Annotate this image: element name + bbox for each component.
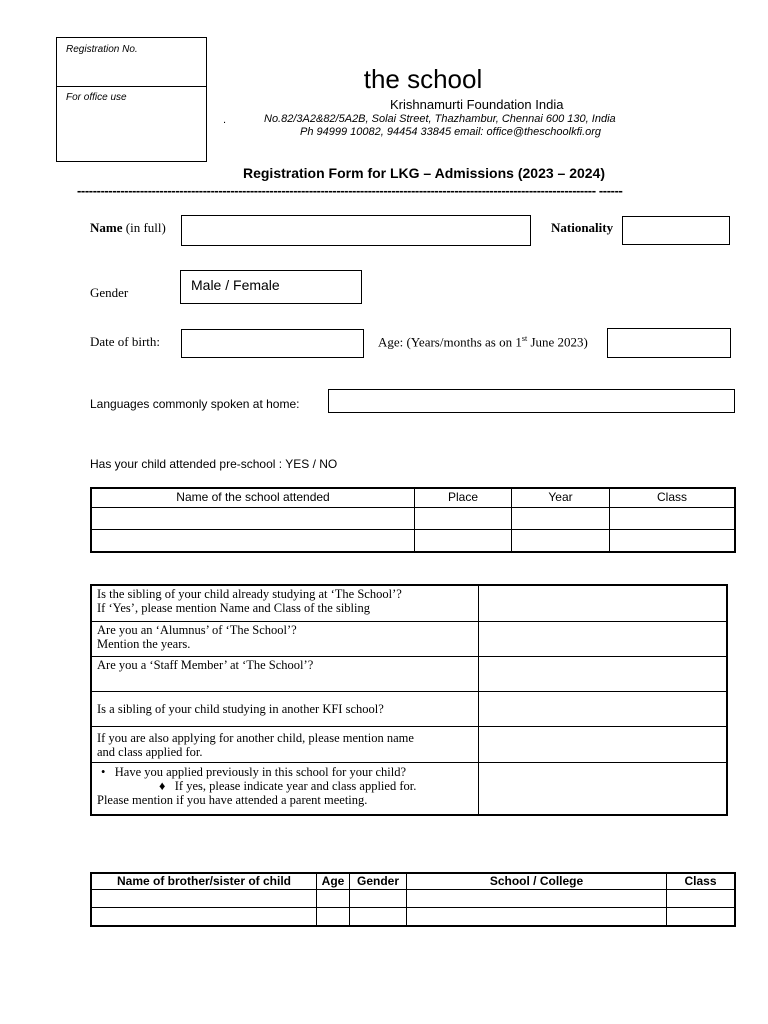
foundation-name: Krishnamurti Foundation India [390, 97, 564, 112]
col-gender: Gender [350, 873, 407, 890]
question-text: If yes, please indicate year and class applied for. [174, 779, 417, 793]
applied-line-3: Please mention if you have attended a parent meeting. [97, 793, 368, 807]
question-text: If you are also applying for another child, please mention name [97, 730, 414, 745]
sibling-name-cell[interactable] [91, 890, 317, 908]
age-label-sup: st [521, 334, 528, 343]
year-cell[interactable] [512, 530, 610, 553]
questions-table [90, 584, 728, 816]
sibling-class-cell[interactable] [667, 908, 736, 927]
table-row [91, 890, 735, 908]
applied-line-1 [97, 765, 473, 779]
question-text: If ‘Yes’, please mention Name and Class of the sibling [97, 601, 370, 615]
question-text: Is a sibling of your child studying in another KFI school? [97, 702, 384, 716]
place-cell[interactable] [415, 508, 512, 530]
age-label [378, 334, 588, 350]
sibling-table [90, 872, 736, 927]
col-sibling-class: Class [667, 873, 736, 890]
answer-applied-previously[interactable] [479, 763, 728, 816]
name-label-bold: Name [90, 220, 123, 235]
table-row [91, 530, 735, 553]
year-cell[interactable] [512, 508, 610, 530]
age-input[interactable] [607, 328, 731, 358]
question-row [91, 622, 727, 657]
place-cell[interactable] [415, 530, 512, 553]
answer-another-child[interactable] [479, 727, 728, 763]
answer-kfi-sibling[interactable] [479, 692, 728, 727]
question-row [91, 657, 727, 692]
question-row [91, 692, 727, 727]
form-title: Registration Form for LKG – Admissions (2023 – 2024) [242, 165, 606, 181]
office-use-box [56, 37, 207, 162]
question-another-child [91, 727, 479, 763]
nationality-input[interactable] [622, 216, 730, 245]
col-year: Year [512, 488, 610, 508]
question-row [91, 727, 727, 763]
col-sibling-name: Name of brother/sister of child [91, 873, 317, 890]
languages-input[interactable] [328, 389, 735, 413]
col-age: Age [317, 873, 350, 890]
question-text: Have you applied previously in this school for your child? [114, 765, 407, 779]
school-contact: Ph 94999 10082, 94454 33845 email: office@theschoolkfi.org [300, 126, 602, 138]
question-kfi-sibling [91, 692, 479, 727]
age-label-pre: Age: (Years/months as on 1 [378, 334, 522, 350]
question-text: Is the sibling of your child already studying at ‘The School’? [97, 587, 402, 601]
school-attended-table [90, 487, 736, 553]
age-label-post: June 2023) [527, 334, 588, 350]
diamond-bullet-icon: ♦ [159, 779, 166, 793]
name-label [90, 220, 166, 236]
dob-input[interactable] [181, 329, 364, 358]
question-sibling-studying [91, 585, 479, 622]
question-text: Mention the years. [97, 637, 191, 651]
question-staff-member [91, 657, 479, 692]
sibling-age-cell[interactable] [317, 908, 350, 927]
name-input[interactable] [181, 215, 531, 246]
preschool-question: Has your child attended pre-school : YES / NO [90, 457, 338, 471]
answer-sibling-studying[interactable] [479, 585, 728, 622]
sibling-school-cell[interactable] [407, 908, 667, 927]
separator-line: ------------------------------------------------------------------------------------------------------------------------------------ ------ [77, 183, 623, 198]
col-school-college: School / College [407, 873, 667, 890]
name-label-rest: (in full) [122, 220, 166, 235]
bullet-icon: • [101, 765, 106, 779]
col-school-name: Name of the school attended [91, 488, 415, 508]
nationality-label: Nationality [551, 220, 614, 235]
school-address: No.82/3A2&82/5A2B, Solai Street, Thazhambur, Chennai 600 130, India [264, 113, 616, 125]
office-box-divider [57, 86, 206, 87]
applied-line-2 [97, 779, 473, 793]
question-text: Are you a ‘Staff Member’ at ‘The School’? [97, 658, 314, 672]
sibling-gender-cell[interactable] [350, 908, 407, 927]
answer-staff-member[interactable] [479, 657, 728, 692]
sibling-school-cell[interactable] [407, 890, 667, 908]
languages-label: Languages commonly spoken at home: [90, 397, 300, 411]
header-dot: . [223, 114, 227, 126]
sibling-gender-cell[interactable] [350, 890, 407, 908]
question-text: Are you an ‘Alumnus’ of ‘The School’? [97, 623, 297, 637]
question-applied-previously [91, 763, 479, 816]
question-row [91, 585, 727, 622]
col-class: Class [610, 488, 736, 508]
gender-label: Gender [90, 285, 129, 300]
table-row [91, 508, 735, 530]
school-name-cell[interactable] [91, 508, 415, 530]
col-place: Place [415, 488, 512, 508]
question-text: and class applied for. [97, 744, 203, 759]
table-row [91, 908, 735, 927]
sibling-age-cell[interactable] [317, 890, 350, 908]
question-alumnus [91, 622, 479, 657]
class-cell[interactable] [610, 508, 736, 530]
sibling-class-cell[interactable] [667, 890, 736, 908]
class-cell[interactable] [610, 530, 736, 553]
sibling-table-header [91, 873, 735, 890]
school-name-cell[interactable] [91, 530, 415, 553]
answer-alumnus[interactable] [479, 622, 728, 657]
office-use-label: For office use [66, 92, 127, 103]
registration-no-label: Registration No. [66, 44, 138, 55]
gender-field[interactable]: Male / Female [180, 270, 362, 304]
school-name: the school [363, 64, 483, 94]
dob-label: Date of birth: [90, 334, 161, 349]
sibling-name-cell[interactable] [91, 908, 317, 927]
school-table-header [91, 488, 735, 508]
question-row [91, 763, 727, 816]
